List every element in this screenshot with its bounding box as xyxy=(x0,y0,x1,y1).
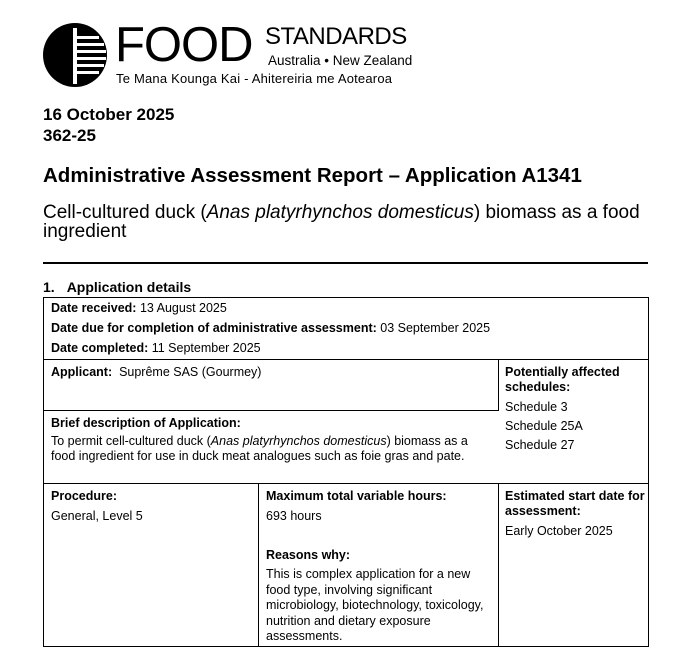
brief-label: Brief description of Application: xyxy=(51,416,241,430)
brief-text: To permit cell-cultured duck (Anas platyrhynchos domesticus) biomass as a food ingredient for use in duck meat analogues such as foie gras and pate. xyxy=(51,434,468,463)
logo-countries-text: Australia • New Zealand xyxy=(268,53,413,68)
title-divider xyxy=(43,262,648,264)
reasons-text: This is complex application for a new food type, involving significant microbiology, biotechnology, toxicology, nutrition and dietary exposure assessments. xyxy=(266,567,484,643)
applicant: Applicant: Suprême SAS (Gourmey) xyxy=(51,365,262,379)
reasons-label: Reasons why: xyxy=(266,548,351,562)
logo-standards-text: STANDARDS xyxy=(265,23,407,50)
schedule-item: Schedule 25A xyxy=(505,419,583,433)
fsanz-logo xyxy=(43,20,423,90)
procedure-value: General, Level 5 xyxy=(51,509,143,523)
date-due: Date due for completion of administrative assessment: 03 September 2025 xyxy=(51,321,491,335)
report-reference: 362-25 xyxy=(43,126,96,145)
procedure-label: Procedure: xyxy=(51,489,117,503)
hours-value: 693 hours xyxy=(266,509,322,523)
page-subtitle: Cell-cultured duck (Anas platyrhynchos domesticus) biomass as a food ingredient xyxy=(43,202,640,242)
report-date: 16 October 2025 xyxy=(43,105,175,124)
logo-maori-text: Te Mana Kounga Kai - Ahitereiria me Aotearoa xyxy=(116,71,393,86)
page-title: Administrative Assessment Report – Application A1341 xyxy=(43,164,582,187)
start-value: Early October 2025 xyxy=(505,524,613,538)
schedule-item: Schedule 3 xyxy=(505,400,568,414)
hours-label: Maximum total variable hours: xyxy=(266,489,447,503)
date-completed: Date completed: 11 September 2025 xyxy=(51,341,261,355)
logo-food-text: FOOD xyxy=(115,18,253,72)
logo-circle-icon xyxy=(43,23,107,87)
schedules-label: Potentially affected schedules: xyxy=(505,365,620,394)
start-label: Estimated start date for assessment: xyxy=(505,489,645,518)
section-heading: 1. Application details xyxy=(43,279,192,295)
schedule-item: Schedule 27 xyxy=(505,438,575,452)
date-received: Date received: 13 August 2025 xyxy=(51,301,227,315)
